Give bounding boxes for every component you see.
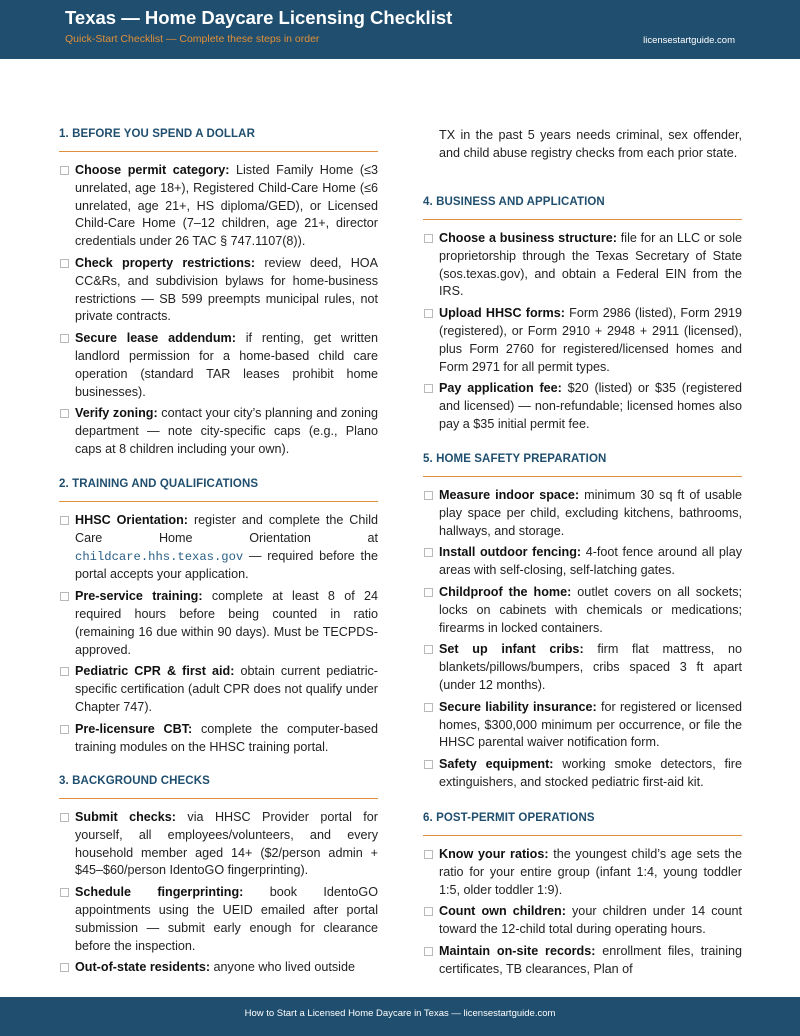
checkbox[interactable] [60,592,69,601]
checklist-item [423,699,742,752]
item-text: — required before the portal accepts your application. [75,548,378,582]
checklist-item [59,959,378,977]
section-divider [59,151,378,152]
checklist-item [423,943,742,979]
checkbox[interactable] [60,813,69,822]
item-text: file for an LLC or sole proprietorship through the Texas Secretary of State (sos.texas.gov), and obtain a Federal EIN from the IRS. [439,231,742,299]
item-label: HHSC Orientation: [75,513,188,527]
item-label: Safety equipment: [439,757,554,772]
page-subtitle: Quick-Start Checklist — Complete these steps in order [65,33,320,45]
checkbox[interactable] [424,309,433,318]
section-before-you-spend [59,128,378,463]
item-label: Pediatric CPR & first aid: [75,664,235,679]
item-label: Check property restrictions: [75,255,256,270]
item-label: Choose a business structure: [439,231,617,245]
item-label: Childproof the home: [439,584,572,599]
checkbox[interactable] [60,409,69,418]
item-text: register and complete the Child Care Home Orientation at [75,513,379,545]
item-text: contact your city’s planning and zoning department — note city-specific caps (e.g., Plano caps at 8 children including your own). [75,406,378,456]
continued-text: TX in the past 5 years needs criminal, sex offender, and child abuse registry checks from each prior state. [439,128,742,160]
item-text: review deed, HOA CC&Rs, and subdivision bylaws for home-business restrictions — SB 599 preempts municipal rules, not private contracts. [75,255,378,324]
item-label: Maintain on-site records: [439,943,596,958]
checkbox[interactable] [424,588,433,597]
item-label: Install outdoor fencing: [439,545,582,560]
checkbox[interactable] [60,516,69,525]
checklist-item [423,380,742,433]
section-business-application [423,196,742,438]
item-text: the youngest child’s age sets the ratio for your entire group (infant 1:4, young toddler 1:5, older toddler 1:9). [439,847,742,897]
checklist-item [423,641,742,694]
item-text: if renting, get written landlord permission for a home-based child care operation (standard TAR leases prohibit home businesses). [75,331,378,399]
item-text: via HHSC Provider portal for yourself, all employees/volunteers, and every household member aged 14+ ($2/person admin + $45–$60/person IdentoGO fingerprinting). [75,810,378,878]
item-text: your children under 14 count toward the 12-child total during operating hours. [439,904,743,937]
item-label: Secure liability insurance: [439,699,597,714]
item-text: for registered or licensed homes, $300,000 minimum per occurrence, or file the HHSC parental waiver notification form. [439,699,742,750]
checkbox[interactable] [424,234,433,243]
checkbox[interactable] [424,491,433,500]
section-training [59,478,378,760]
checklist-item [423,544,742,580]
checklist-item [423,756,742,792]
section-divider [423,476,742,477]
checkbox[interactable] [424,760,433,769]
section-divider [59,501,378,502]
item-label: Set up infant cribs: [439,642,584,657]
item-label: Pay application fee: [439,381,562,396]
section-heading: 2. TRAINING AND QUALIFICATIONS [59,478,259,490]
section-background-checks [59,775,378,981]
checkbox[interactable] [424,645,433,654]
section-heading: 5. HOME SAFETY PREPARATION [423,453,607,465]
header-bar [0,0,800,59]
section-divider [423,219,742,220]
item-text: enrollment files, training certificates, TB clearances, Plan of [439,943,742,976]
section-divider [59,798,378,799]
item-text: book IdentoGO appointments using the UEID emailed after portal submission — submit early enough for clearance before the inspection. [75,885,379,953]
item-text: 4-foot fence around all play areas with self-closing, self-latching gates. [439,545,742,578]
checklist-item [423,846,742,899]
checkbox[interactable] [424,947,433,956]
section-heading: 4. BUSINESS AND APPLICATION [423,196,605,208]
checklist-item [59,884,378,955]
item-label: Verify zoning: [75,406,158,421]
item-text: working smoke detectors, fire extinguishers, and stocked pediatric first-aid kit. [439,757,743,789]
checklist-item [59,588,378,659]
item-text: obtain current pediatric-specific certification (adult CPR does not qualify under Chapter 747). [75,664,378,714]
checkbox[interactable] [60,259,69,268]
checklist-item [59,809,378,880]
checklist-item [59,663,378,716]
footer-bar [0,997,800,1036]
checklist-item [59,162,378,251]
item-label: Know your ratios: [439,847,549,861]
item-text: Form 2986 (listed), Form 2919 (registered), or Form 2910 + 2948 + 2911 (licensed), plus Form 2760 for registered/licensed homes and Form 2971 for all permit types. [439,306,742,374]
section-home-safety [423,453,742,796]
item-label: Choose permit category: [75,163,230,177]
item-label: Pre-licensure CBT: [75,721,193,736]
checklist-item [423,487,742,540]
section-heading: 6. POST-PERMIT OPERATIONS [423,812,595,824]
section-heading: 1. BEFORE YOU SPEND A DOLLAR [59,128,255,140]
section-divider [423,835,742,836]
checklist-item [59,721,378,757]
item-label: Out-of-state residents: [75,960,211,975]
item-text: minimum 30 sq ft of usable play space per child, excluding kitchens, bathrooms, hallways, and storage. [439,488,742,538]
item-label: Count own children: [439,904,566,919]
item-label: Upload HHSC forms: [439,306,565,321]
item-text: complete the computer-based training modules on the HHSC training portal. [75,721,379,754]
site-name: licensestartguide.com [643,35,735,46]
checkbox[interactable] [424,384,433,393]
checklist-item [59,255,378,326]
item-text: anyone who lived outside [210,960,355,975]
section-heading: 3. BACKGROUND CHECKS [59,775,210,787]
checklist-item [423,903,742,939]
checkbox[interactable] [424,907,433,916]
item-label: Measure indoor space: [439,488,580,502]
item-link[interactable]: childcare.hhs.texas.gov [75,549,244,564]
checklist-item [59,512,378,584]
checkbox[interactable] [60,725,69,734]
checkbox[interactable] [424,548,433,557]
item-label: Secure lease addendum: [75,331,236,346]
checkbox[interactable] [424,850,433,859]
checklist-item [423,230,742,301]
checklist-item [423,584,742,637]
footer-text: How to Start a Licensed Home Daycare in Texas — licensestartguide.com [244,1008,556,1019]
item-text: complete at least 8 of 24 required hours before being counted in ratio (remaining 16 due within 90 days). Must be TECPDS-approved. [75,589,378,657]
item-label: Submit checks: [75,810,177,824]
checkbox[interactable] [60,166,69,175]
checklist-item [59,330,378,401]
item-text: Listed Family Home (≤3 unrelated, age 18+), Registered Child-Care Home (≤6 unrelated, age 21+, HS diploma/GED), or Licensed Child-Care Home (7–12 children, age 21+, director credentials under 26 TAC § 747.1107(8)). [75,163,379,249]
item-label: Pre-service training: [75,589,203,604]
checklist-item [59,405,378,458]
section-post-permit [423,812,742,983]
checkbox[interactable] [60,888,69,897]
checkbox[interactable] [424,703,433,712]
item-text: $20 (listed) or $35 (registered and licensed) — non-refundable; licensed homes also pay a $35 initial permit fee. [439,381,742,431]
item-text: outlet covers on all sockets; locks on cabinets with chemicals or medications; firearms in locked containers. [439,584,742,635]
checkbox[interactable] [60,334,69,343]
page-title: Texas — Home Daycare Licensing Checklist [65,7,453,28]
checklist-item [423,305,742,376]
checkbox[interactable] [60,667,69,676]
item-text: firm flat mattress, no blankets/pillows/bumpers, cribs spaced 3 ft apart (under 12 months). [439,642,742,692]
item-label: Schedule fingerprinting: [75,885,244,900]
checkbox[interactable] [60,963,69,972]
